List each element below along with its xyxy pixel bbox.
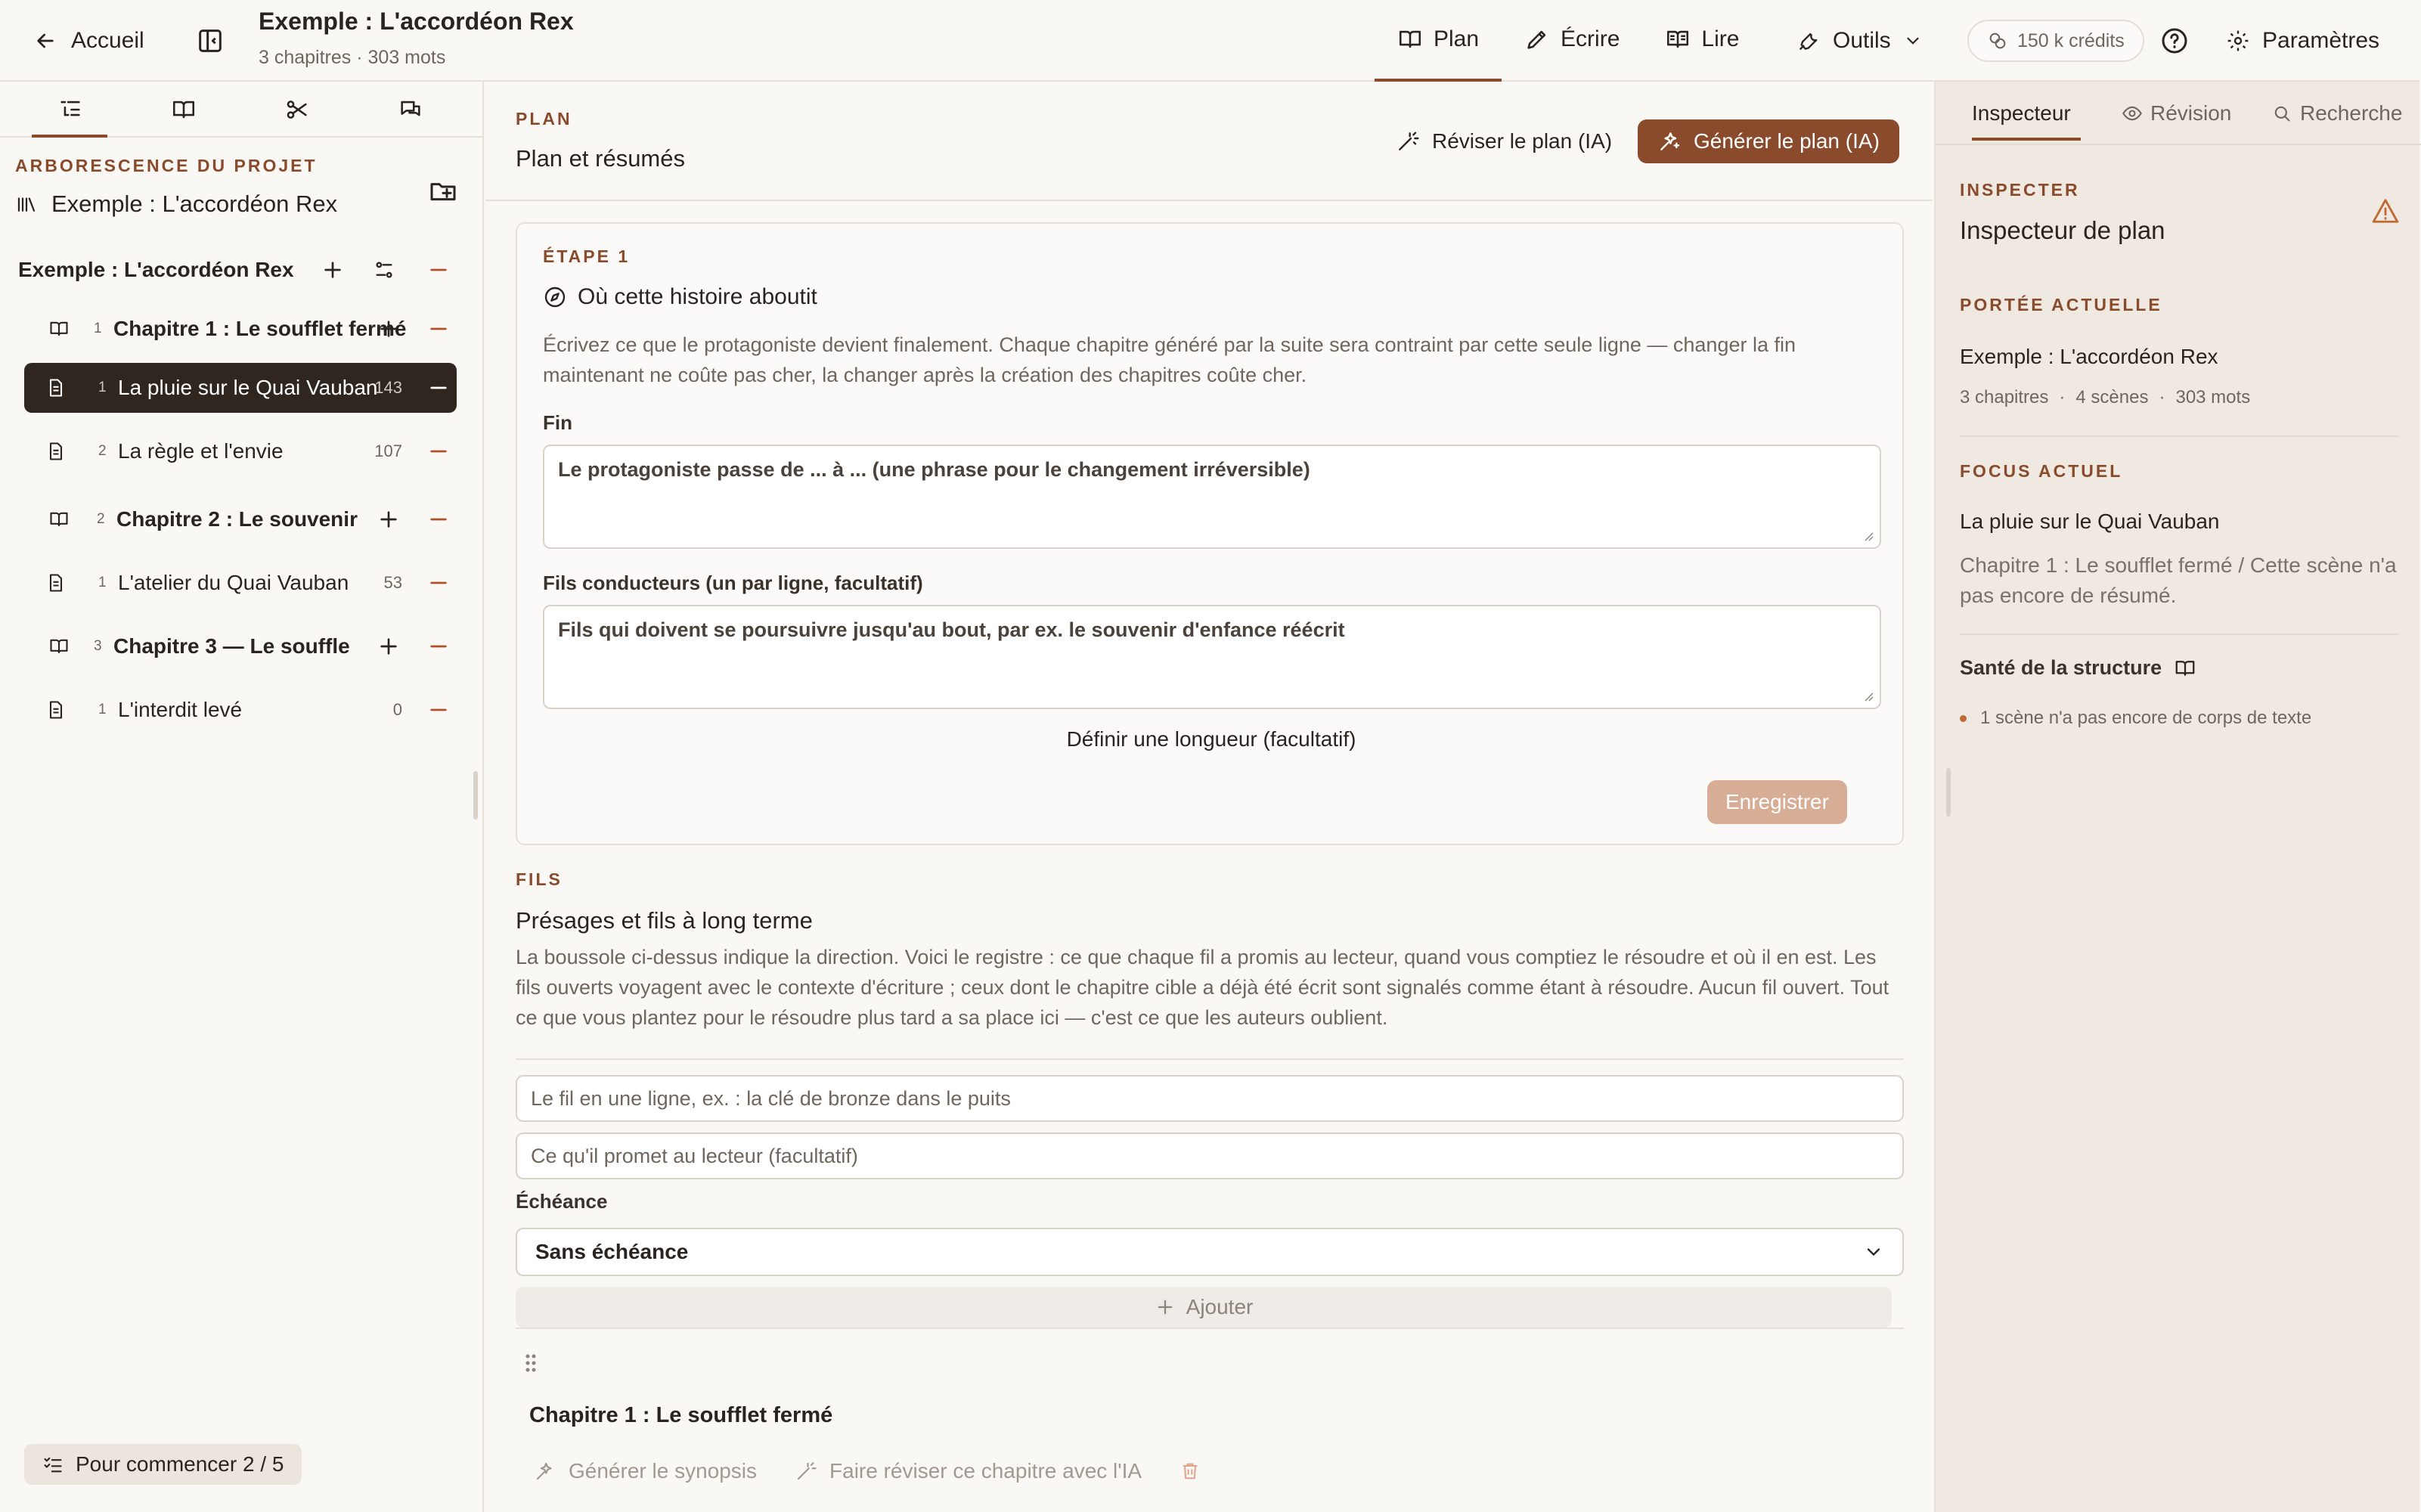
inspector-panel [1934, 82, 2419, 1512]
inspector-resize-handle[interactable] [1946, 768, 1951, 816]
collapse-icon[interactable] [426, 571, 451, 595]
delete-chapter-button[interactable] [1180, 1461, 1201, 1482]
magic-wand-icon [1396, 129, 1420, 153]
collapse-icon[interactable] [426, 317, 451, 341]
threads-description: La boussole ci-dessus indique la direction. Voici le registre : ce que chaque fil a promis au lecteur, quand vous comptiez le résoudre et où il en est. Les fils ouverts voyagent avec le contexte d'écriture ; ceux dont le chapitre cible a déjà été écrit sont signalés comme étant à résoudre. Aucun fil ouvert. Tout ce que vous plantez pour le résoudre plus tard a sa place ici — c'est ce que les auteurs oublient. [516, 946, 1889, 1029]
sparkles-icon [1657, 129, 1682, 153]
word-count: 53 [383, 573, 402, 592]
chapter-label: Chapitre 2 : Le souvenir [116, 507, 358, 531]
mode-tab-write[interactable] [1502, 0, 1642, 82]
tab-research[interactable] [2271, 101, 2402, 125]
threads-title: Présages et fils à long terme [516, 907, 813, 934]
divider [1960, 435, 2398, 437]
status-dot [1960, 715, 1967, 722]
mode-tab-plan[interactable] [1375, 0, 1502, 82]
plan-section-label: PLAN [516, 109, 572, 129]
scene-number: 1 [98, 575, 107, 590]
health-issue [1960, 708, 2311, 729]
new-folder-icon[interactable] [428, 175, 458, 206]
step-description: Écrivez ce que le protagoniste devient finalement. Chaque chapitre généré par la suite sera contraint par cette seule ligne — changer la fin maintenant ne coûte pas cher, la changer après la création des chapitres coûte cher. [543, 333, 1796, 386]
settings-button[interactable] [2226, 23, 2379, 59]
chapter-number: 1 [94, 321, 102, 336]
document-stats: 3 chapitres · 303 mots [259, 47, 446, 68]
save-button[interactable]: Enregistrer [1707, 780, 1847, 824]
focus-description: Chapitre 1 : Le soufflet fermé / Cette scène n'a pas encore de résumé. [1960, 553, 2397, 607]
promise-input-placeholder: Ce qu'il promet au lecteur (facultatif) [531, 1144, 858, 1167]
credits-label: 150 k crédits [2017, 29, 2125, 51]
resize-grip-icon[interactable] [1861, 689, 1874, 702]
step-card [516, 222, 1904, 845]
tree-section-label: ARBORESCENCE DU PROJET [15, 156, 318, 175]
tree-chapter-1[interactable] [24, 304, 457, 354]
document-icon [24, 572, 64, 593]
add-thread-label: Ajouter [1186, 1295, 1254, 1318]
scissors-icon[interactable] [284, 97, 310, 122]
generate-synopsis-button[interactable] [534, 1459, 757, 1483]
getting-started-label: Pour commencer 2 / 5 [76, 1452, 284, 1476]
sparkles-icon [534, 1460, 556, 1483]
plan-editor [485, 82, 1933, 1512]
sidebar-toggle-icon[interactable] [195, 26, 225, 56]
active-tab-indicator [1972, 138, 2081, 141]
structure-health [1960, 656, 2196, 680]
project-sidebar [0, 82, 484, 1512]
book-icon [24, 318, 64, 339]
threads-section-label: FILS [516, 869, 563, 889]
inspect-section-label: INSPECTER [1960, 180, 2080, 200]
sidebar-resize-handle[interactable] [473, 771, 478, 820]
wrench-icon [1796, 29, 1821, 53]
ending-placeholder: Le protagoniste passe de ... à ... (une phrase pour le changement irréversible) [558, 458, 1310, 481]
deadline-label: Échéance [516, 1190, 608, 1213]
plus-icon[interactable] [377, 507, 401, 531]
scope-words: 303 mots [2175, 387, 2251, 407]
word-count: 107 [374, 442, 402, 460]
eye-icon [2122, 103, 2143, 124]
reader-icon [1665, 26, 1691, 52]
collapse-icon[interactable] [426, 439, 451, 463]
help-icon[interactable] [2159, 26, 2190, 56]
mode-tab-label: Lire [1701, 26, 1740, 51]
threads-placeholder: Fils qui doivent se poursuivre jusqu'au bout, par ex. le souvenir d'enfance réécrit [558, 618, 1345, 641]
collapse-icon[interactable] [426, 634, 451, 658]
outline-icon[interactable] [57, 97, 83, 122]
top-bar [0, 0, 2419, 82]
divider [516, 1328, 1904, 1329]
project-name-label: Exemple : L'accordéon Rex [51, 191, 338, 217]
tools-menu[interactable] [1796, 23, 1923, 59]
threads-textarea[interactable] [543, 605, 1881, 709]
divider [1960, 634, 2398, 635]
review-chapter-label: Faire réviser ce chapitre avec l'IA [829, 1459, 1142, 1483]
plus-icon [1155, 1297, 1176, 1318]
threads-field-label: Fils conducteurs (un par ligne, facultatif) [543, 572, 923, 594]
mode-tab-label: Plan [1434, 26, 1480, 51]
tab-research-label: Recherche [2300, 101, 2403, 125]
settings-label: Paramètres [2262, 28, 2380, 53]
tab-revision-label: Révision [2150, 101, 2232, 125]
focus-name: La pluie sur le Quai Vauban [1960, 510, 2220, 533]
tree-scene-active[interactable] [24, 363, 457, 413]
deadline-value: Sans échéance [535, 1240, 689, 1263]
tree-scene[interactable] [24, 558, 457, 608]
generate-plan-button[interactable] [1638, 119, 1899, 163]
scene-label: L'interdit levé [118, 698, 243, 721]
pencil-icon [1524, 26, 1550, 52]
chat-icon[interactable] [398, 97, 423, 122]
tree-scene[interactable] [24, 426, 457, 476]
mode-tab-label: Écrire [1561, 26, 1620, 51]
ending-textarea[interactable] [543, 445, 1881, 549]
step-heading [543, 284, 817, 310]
trash-icon [1180, 1461, 1201, 1482]
scene-number: 2 [98, 443, 107, 459]
tree-root-label: Exemple : L'accordéon Rex [18, 258, 294, 281]
back-label: Accueil [71, 28, 144, 53]
resize-grip-icon[interactable] [1861, 529, 1874, 541]
separator-dot: · [2059, 387, 2066, 407]
document-title: Exemple : L'accordéon Rex [259, 8, 574, 35]
chapter-number: 3 [94, 638, 102, 654]
mode-switcher [1375, 0, 1762, 82]
step-label: ÉTAPE 1 [543, 246, 631, 266]
document-icon [24, 699, 64, 720]
scene-number: 1 [98, 380, 107, 395]
thread-input[interactable] [516, 1075, 1904, 1122]
library-icon [15, 193, 38, 215]
collapse-icon[interactable] [426, 507, 451, 531]
getting-started-button[interactable] [24, 1444, 302, 1485]
chevron-down-icon [1863, 1241, 1884, 1263]
back-button[interactable] [33, 23, 144, 59]
word-count: 143 [374, 378, 402, 397]
scope-section-label: PORTÉE ACTUELLE [1960, 295, 2162, 314]
tab-inspector[interactable] [1972, 101, 2071, 125]
tree-root[interactable] [18, 245, 451, 295]
scope-name: Exemple : L'accordéon Rex [1960, 345, 2218, 368]
scene-label: La pluie sur le Quai Vauban [118, 376, 378, 399]
checklist-icon [42, 1454, 64, 1475]
divider [516, 1058, 1904, 1060]
promise-input[interactable] [516, 1132, 1904, 1179]
separator-dot: · [2159, 387, 2165, 407]
review-chapter-button[interactable] [795, 1459, 1142, 1483]
chevron-down-icon [1903, 31, 1923, 51]
structure-health-label: Santé de la structure [1960, 656, 2162, 679]
scene-label: L'atelier du Quai Vauban [118, 571, 349, 594]
generate-synopsis-label: Générer le synopsis [569, 1459, 758, 1483]
project-name[interactable] [15, 191, 337, 218]
tab-revision[interactable] [2122, 101, 2231, 125]
chapter-title: Chapitre 1 : Le soufflet fermé [529, 1403, 833, 1427]
tree-chapter-3[interactable] [24, 621, 457, 671]
mode-tab-read[interactable] [1642, 0, 1762, 82]
coins-icon [1987, 30, 2008, 51]
tools-label: Outils [1833, 28, 1891, 53]
chapter-label: Chapitre 1 : Le soufflet fermé [113, 317, 407, 340]
plus-icon[interactable] [321, 258, 345, 282]
plus-icon[interactable] [377, 317, 401, 341]
tree-chapter-2[interactable] [24, 494, 457, 544]
add-thread-button[interactable] [516, 1287, 1892, 1328]
gear-icon [2226, 29, 2250, 53]
credits-badge[interactable] [1967, 20, 2144, 62]
plan-title: Plan et résumés [516, 145, 685, 172]
document-icon [24, 441, 64, 462]
scope-stats [1960, 387, 2250, 408]
health-issue-label: 1 scène n'a pas encore de corps de texte [1980, 708, 2312, 728]
ending-label: Fin [543, 411, 572, 434]
scene-number: 1 [98, 702, 107, 717]
document-icon [24, 377, 64, 398]
scope-scenes: 4 scènes [2075, 387, 2149, 407]
drag-handle-icon[interactable] [523, 1352, 538, 1374]
chapter-number: 2 [97, 511, 105, 527]
sidebar-tabs [0, 82, 484, 138]
tab-inspector-label: Inspecteur [1972, 101, 2071, 125]
active-tab-indicator [32, 135, 107, 138]
reorder-icon[interactable] [372, 258, 396, 282]
scene-label: La règle et l'envie [118, 439, 284, 463]
book-icon [24, 509, 64, 530]
revise-plan-button[interactable] [1379, 119, 1629, 163]
book-open-icon [1397, 26, 1423, 52]
chapter-actions [534, 1459, 1201, 1483]
thread-input-placeholder: Le fil en une ligne, ex. : la clé de bronze dans le puits [531, 1086, 1011, 1110]
collapse-icon[interactable] [426, 376, 451, 400]
set-length-link[interactable]: Définir une longueur (facultatif) [1066, 727, 1356, 751]
deadline-select[interactable] [516, 1228, 1904, 1276]
magic-wand-icon [795, 1460, 817, 1483]
plus-icon[interactable] [377, 634, 401, 658]
scope-chapters: 3 chapitres [1960, 387, 2049, 407]
tree-scene[interactable] [24, 685, 457, 735]
plan-header [485, 82, 1933, 201]
collapse-icon[interactable] [426, 258, 451, 282]
collapse-icon[interactable] [426, 698, 451, 722]
word-count: 0 [392, 700, 402, 719]
generate-plan-label: Générer le plan (IA) [1694, 129, 1880, 153]
chapter-label: Chapitre 3 — Le souffle [113, 634, 350, 658]
warning-icon[interactable] [2371, 197, 2400, 225]
book-icon[interactable] [171, 97, 197, 122]
inspector-title: Inspecteur de plan [1960, 216, 2165, 244]
book-icon [24, 636, 64, 657]
book-icon [2174, 657, 2196, 680]
revise-plan-label: Réviser le plan (IA) [1432, 129, 1613, 153]
focus-section-label: FOCUS ACTUEL [1960, 461, 2123, 481]
arrow-left-icon [33, 29, 57, 53]
step-heading-label: Où cette histoire aboutit [578, 284, 817, 309]
search-icon [2271, 103, 2292, 124]
inspector-tabs [1936, 82, 2421, 145]
compass-icon [543, 285, 567, 309]
